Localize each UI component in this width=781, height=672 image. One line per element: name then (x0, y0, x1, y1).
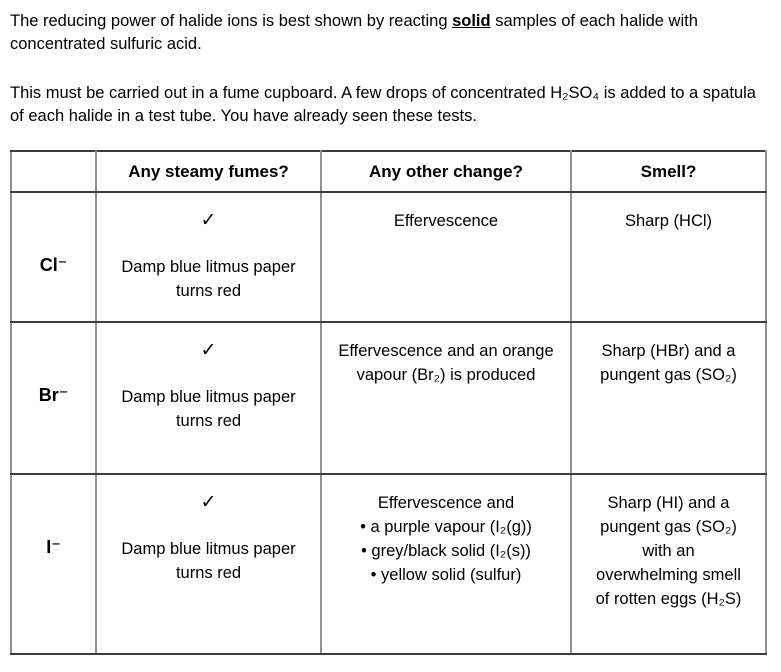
intro-paragraph-2: This must be carried out in a fume cupboard. A few drops of concentrated H₂SO₄ is added to a spatula of each halide in a test tube. You have already seen these tests. (10, 84, 756, 125)
cell-other-change-br (321, 322, 571, 474)
table-header-row (11, 151, 766, 192)
cell-line: Sharp (HI) and a (607, 494, 730, 512)
cell-line: pungent gas (SO₂) (600, 518, 737, 536)
cell-steamy-fumes-br (96, 322, 321, 474)
ion-label-br: Br⁻ (11, 322, 96, 474)
header-steamy-fumes: Any steamy fumes? (96, 151, 321, 192)
halide-tests-table (10, 150, 767, 655)
cell-line: pungent gas (SO₂) (600, 366, 737, 384)
intro-p1-after: samples of each halide with concentrated sulfuric acid. (10, 12, 698, 53)
header-ion (11, 151, 96, 192)
table-row-chloride (11, 192, 766, 322)
intro-p1-before: The reducing power of halide ions is best shown by reacting (10, 12, 453, 30)
cell-smell-i (571, 474, 766, 654)
cell-smell-cl (571, 192, 766, 322)
checkmark-icon: ✓ (200, 340, 217, 361)
cell-other-change-i (321, 474, 571, 654)
cell-line: Effervescence and (377, 494, 515, 512)
cell-line: Effervescence (393, 212, 499, 230)
cell-line: Sharp (HCl) (624, 212, 713, 230)
table-row-bromide (11, 322, 766, 474)
cell-line: Effervescence and an orange (338, 342, 554, 360)
cell-line: • grey/black solid (I₂(s)) (361, 542, 531, 560)
ion-label-cl: Cl⁻ (11, 192, 96, 322)
litmus-note (97, 255, 320, 303)
ion-label-i: I⁻ (11, 474, 96, 654)
cell-line: with an (642, 542, 695, 560)
cell-line: • a purple vapour (I₂(g)) (360, 518, 532, 536)
header-smell: Smell? (571, 151, 766, 192)
cell-line: turns red (175, 282, 242, 300)
cell-line: turns red (175, 564, 242, 582)
table-row-iodide (11, 474, 766, 654)
cell-line: turns red (175, 412, 242, 430)
checkmark-icon: ✓ (200, 492, 217, 513)
cell-steamy-fumes-cl (96, 192, 321, 322)
cell-line: • yellow solid (sulfur) (370, 566, 522, 584)
cell-line: Damp blue litmus paper (121, 388, 296, 406)
litmus-note (97, 537, 320, 585)
cell-steamy-fumes-i (96, 474, 321, 654)
cell-line: overwhelming smell (596, 566, 741, 584)
header-other-change: Any other change? (321, 151, 571, 192)
cell-smell-br (571, 322, 766, 474)
checkmark-icon: ✓ (200, 210, 217, 231)
intro-paragraph-1 (10, 10, 765, 56)
cell-line: Sharp (HBr) and a (601, 342, 736, 360)
cell-other-change-cl (321, 192, 571, 322)
intro-text (0, 0, 781, 128)
cell-line: vapour (Br₂) is produced (356, 366, 536, 384)
cell-line: Damp blue litmus paper (121, 540, 296, 558)
intro-p1-emphasis: solid (452, 12, 491, 30)
cell-line: Damp blue litmus paper (121, 258, 296, 276)
litmus-note (97, 385, 320, 433)
cell-line: of rotten eggs (H₂S) (595, 590, 742, 608)
